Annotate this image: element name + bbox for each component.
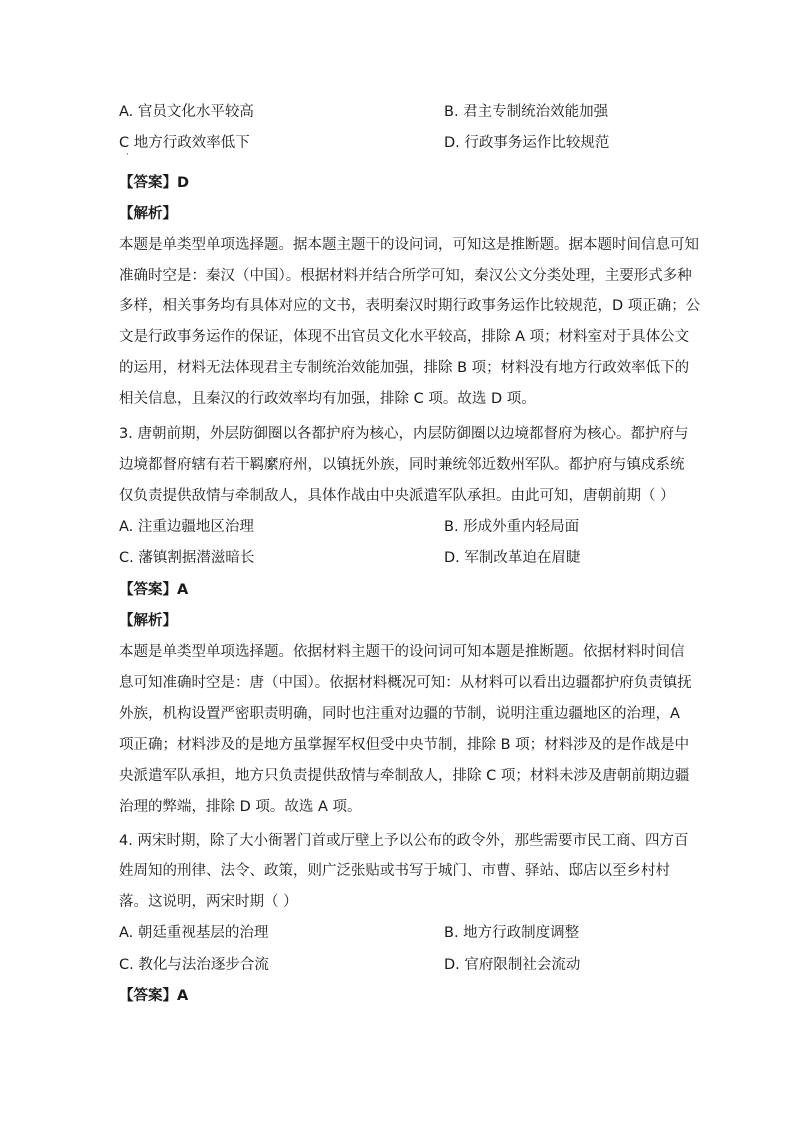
q3-analysis-line: 央派遣军队承担，地方只负责提供敌情与牵制敌人，排除 C 项；材料未涉及唐朝前期边疆: [119, 768, 690, 784]
q2-answer: 【答案】D: [119, 175, 190, 191]
q2-option-c: C 地方行政效率低下: [119, 135, 250, 151]
q3-stem-line: 3. 唐朝前期，外层防御圈以各都护府为核心，内层防御圈以边境都督府为核心。都护府与: [119, 426, 689, 442]
q4-stem-line: 落。这说明，两宋时期（ ）: [119, 894, 298, 910]
q2-analysis-line: 准确时空是：秦汉（中国）。根据材料并结合所学可知，秦汉公文分类处理，主要形式多种: [119, 268, 692, 284]
q3-analysis-line: 外族，机构设置严密职责明确，同时也注重对边疆的节制，说明注重边疆地区的治理，A: [119, 706, 680, 722]
q3-option-d: D. 军制改革迫在眉睫: [444, 550, 581, 566]
q2-analysis-label: 【解析】: [119, 206, 177, 222]
q4-option-b: B. 地方行政制度调整: [444, 925, 580, 941]
q3-option-c: C. 藩镇割据潜滋暗长: [119, 550, 255, 566]
q3-analysis-line: 治理的弊端，排除 D 项。故选 A 项。: [119, 799, 362, 815]
q3-analysis-line: 本题是单类型单项选择题。依据材料主题干的设问词可知本题是推断题。依据材料时间信: [119, 644, 685, 660]
q2-option-d: D. 行政事务运作比较规范: [444, 135, 610, 151]
q2-analysis-line: 本题是单类型单项选择题。据本题主题干的设问词，可知这是推断题。据本题时间信息可知: [119, 237, 699, 253]
q2-analysis-line: 相关信息，且秦汉的行政效率均有加强，排除 C 项。故选 D 项。: [119, 391, 536, 407]
q3-answer: 【答案】A: [119, 582, 189, 598]
q2-analysis-line: 文是行政事务运作的保证，体现不出官员文化水平较高，排除 A 项；材料室对于具体公文: [119, 329, 690, 345]
q2-option-b: B. 君主专制统治效能加强: [444, 104, 609, 120]
q3-analysis-line: 项正确；材料涉及的是地方虽掌握军权但受中央节制，排除 B 项；材料涉及的是作战是中: [119, 737, 690, 753]
q4-option-c: C. 教化与法治逐步合流: [119, 957, 269, 973]
q4-answer: 【答案】A: [119, 988, 189, 1004]
q4-stem-line: 姓周知的刑律、法令、政策，则广泛张贴或书写于城门、市曹、驿站、邸店以至乡村村: [119, 863, 670, 879]
q4-option-d: D. 官府限制社会流动: [444, 957, 581, 973]
q3-analysis-line: 息可知准确时空是：唐（中国）。依据材料概况可知：从材料可以看出边疆都护府负责镇抚: [119, 675, 692, 691]
q3-analysis-label: 【解析】: [119, 613, 177, 629]
q4-option-a: A. 朝廷重视基层的治理: [119, 925, 269, 941]
stray-mark: ·: [126, 150, 129, 160]
q2-analysis-line: 的运用，材料无法体现君主专制统治效能加强，排除 B 项；材料没有地方行政效率低下的: [119, 360, 690, 376]
q2-analysis-line: 多样，相关事务均有具体对应的文书，表明秦汉时期行政事务运作比较规范，D 项正确；公: [119, 298, 701, 314]
q3-option-b: B. 形成外重内轻局面: [444, 519, 580, 535]
q4-stem-line: 4. 两宋时期，除了大小衙署门首或厅壁上予以公布的政令外，那些需要市民工商、四方百: [119, 833, 689, 849]
q3-stem-line: 边境都督府辖有若干羁縻府州，以镇抚外族，同时兼统邻近数州军队。都护府与镇戍系统: [119, 457, 685, 473]
q3-stem-line: 仅负责提供敌情与牵制敌人，具体作战由中央派遣军队承担。由此可知，唐朝前期（ ）: [119, 488, 675, 504]
q3-option-a: A. 注重边疆地区治理: [119, 519, 254, 535]
q2-option-a: A. 官员文化水平较高: [119, 104, 254, 120]
